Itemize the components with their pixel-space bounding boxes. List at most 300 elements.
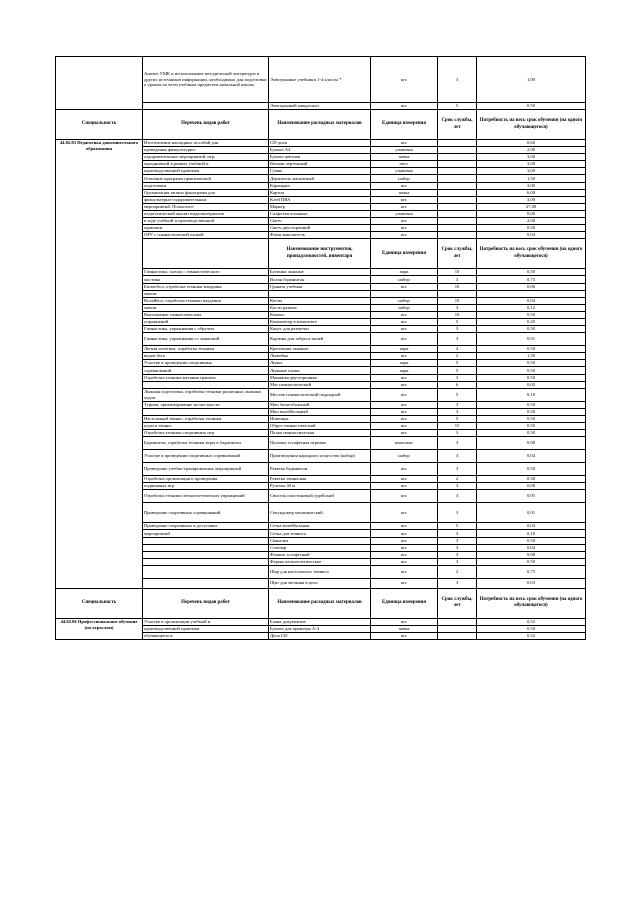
service-life-cell: 3 xyxy=(438,304,477,311)
unit-cell: пара xyxy=(371,360,438,367)
demand-cell: 3,00 xyxy=(477,196,586,203)
table-row xyxy=(56,140,586,147)
table-row xyxy=(56,57,586,103)
item-name-cell: Скотч xyxy=(269,218,371,225)
work-type-cell: мячом xyxy=(143,290,269,297)
work-type-cell: Туризм, ориентирование на местности xyxy=(143,401,269,408)
demand-cell: 8,00 xyxy=(477,210,586,217)
item-name-cell: Держатель магнитный xyxy=(269,175,371,182)
work-type-cell: педагогический анализ видеоматериалов xyxy=(143,210,269,217)
item-name-cell: Щит для метания в цель xyxy=(269,578,371,588)
work-type-cell xyxy=(143,408,269,415)
demand-cell: 0,08 xyxy=(477,551,586,558)
service-life-cell xyxy=(438,154,477,161)
work-type-cell: мероприятий. Психолого- xyxy=(143,203,269,210)
demand-cell: 0,04 xyxy=(477,450,586,463)
item-name-cell: Салфетки влажные xyxy=(269,210,371,217)
item-name-cell: Ботинки лыжные xyxy=(269,269,371,276)
demand-cell: 0,05 xyxy=(477,381,586,388)
service-life-cell: 3 xyxy=(438,551,477,558)
work-type-cell: соревнований xyxy=(143,367,269,374)
demand-cell: 3,00 xyxy=(477,161,586,168)
work-type-cell: Легкая атлетика, отработка техники xyxy=(143,346,269,353)
service-life-cell: 5 xyxy=(438,103,477,110)
unit-cell: шт. xyxy=(371,381,438,388)
service-life-cell xyxy=(438,168,477,175)
service-life-cell: 10 xyxy=(438,283,477,290)
service-life-cell: 3 xyxy=(438,430,477,437)
unit-cell: шт. xyxy=(371,415,438,422)
work-type-cell: Освоение программ практической xyxy=(143,175,269,182)
service-life-cell: 3 xyxy=(438,326,477,333)
demand-cell: 0,50 xyxy=(477,326,586,333)
service-life-cell: 5 xyxy=(438,388,477,401)
demand-cell: 2,00 xyxy=(477,147,586,154)
work-type-cell: Гимнастика, упражнения с обручем xyxy=(143,326,269,333)
work-type-cell: Отработка техники легкоатлетических упражнений xyxy=(143,490,269,503)
work-type-cell: мячом xyxy=(143,304,269,311)
unit-cell: упаковка xyxy=(371,147,438,154)
service-life-cell xyxy=(438,210,477,217)
demand-cell: 0,50 xyxy=(477,558,586,565)
column-header: Потребность на весь срок обучения (на одного обучающегося) xyxy=(477,588,586,618)
item-name-cell: Конус для разметки xyxy=(269,326,371,333)
demand-cell: 0,50 xyxy=(477,346,586,353)
work-type-cell: оздоровительных мероприятий, игр, xyxy=(143,154,269,161)
demand-cell: 3,00 xyxy=(477,168,586,175)
demand-cell: 0,20 xyxy=(477,318,586,325)
item-name-cell: Наименование инструментов, принадлежностей, инвентаря xyxy=(269,239,371,269)
service-life-cell xyxy=(438,161,477,168)
demand-cell: 1,50 xyxy=(477,175,586,182)
demand-cell: 0,75 xyxy=(477,565,586,578)
work-type-cell: Изготовление наглядных пособий для xyxy=(143,140,269,147)
item-name-cell: Корзина для заброса мячей xyxy=(269,333,371,346)
unit-cell: шт. xyxy=(371,218,438,225)
demand-cell: 0,50 xyxy=(477,401,586,408)
item-name-cell: Секундомер механический xyxy=(269,503,371,523)
service-life-cell: 5 xyxy=(438,367,477,374)
service-life-cell: 3 xyxy=(438,578,477,588)
item-name-cell: Диск CD xyxy=(269,633,371,640)
work-type-cell: подвижных игр xyxy=(143,483,269,490)
unit-cell: шт. xyxy=(371,326,438,333)
service-life-cell: 3 xyxy=(438,401,477,408)
unit-cell: упаковка xyxy=(371,210,438,217)
unit-cell: шт. xyxy=(371,463,438,476)
work-type-cell xyxy=(143,103,269,110)
item-name-cell: Произведения народного искусства (набор) xyxy=(269,450,371,463)
demand-cell: 0,50 xyxy=(477,374,586,381)
work-type-cell: подготовки xyxy=(143,182,269,189)
item-name-cell: Кости разные xyxy=(269,304,371,311)
work-type-cell xyxy=(143,537,269,544)
work-type-cell: упражнений xyxy=(143,318,269,325)
service-life-cell: 4 xyxy=(438,346,477,353)
unit-cell: шт. xyxy=(371,490,438,503)
work-type-cell: проведения физкультурно- xyxy=(143,147,269,154)
unit-cell: набор xyxy=(371,175,438,182)
work-type-cell: Участие в организации учебной и xyxy=(143,618,269,625)
unit-cell: шт. xyxy=(371,633,438,640)
item-name-cell: Клей ПВА xyxy=(269,196,371,203)
work-type-cell: Участие в проведении спортивных соревнований xyxy=(143,450,269,463)
specialty-cell: 44.02.06 Профессиональное обучение (по отраслям) xyxy=(56,618,143,639)
table-row xyxy=(56,618,586,625)
service-life-cell: 3 xyxy=(438,530,477,537)
unit-cell: шт. xyxy=(371,203,438,210)
demand-cell: 0,06 xyxy=(477,283,586,290)
item-name-cell: Степпер xyxy=(269,544,371,551)
item-name-cell: Рулетка 30 м xyxy=(269,483,371,490)
unit-cell: шт. xyxy=(371,140,438,147)
demand-cell: 0,10 xyxy=(477,530,586,537)
demand-cell: 0,08 xyxy=(477,437,586,450)
demand-cell: 0,50 xyxy=(477,537,586,544)
item-name-cell: Флеш-накопитель xyxy=(269,232,371,239)
item-name-cell: Лыжные палки xyxy=(269,367,371,374)
specialty-cell xyxy=(56,57,143,110)
unit-cell: шт. xyxy=(371,423,438,430)
demand-cell: 0,01 xyxy=(477,333,586,346)
item-name-cell: Маркер xyxy=(269,203,371,210)
demand-cell: 0,04 xyxy=(477,297,586,304)
service-life-cell xyxy=(438,189,477,196)
item-name-cell: Лыжейка xyxy=(269,353,371,360)
unit-cell: шт. xyxy=(371,558,438,565)
column-header: Срок службы, лет xyxy=(438,588,477,618)
work-type-cell: Проведение спортивных и досуговых xyxy=(143,523,269,530)
work-type-cell: Волейбол, отработка техники владения xyxy=(143,297,269,304)
demand-cell: 0,50 xyxy=(477,367,586,374)
service-life-cell: 3 xyxy=(438,450,477,463)
item-name-cell: Бумага А4 xyxy=(269,147,371,154)
demand-cell: 0,50 xyxy=(477,311,586,318)
demand-cell: 0,01 xyxy=(477,503,586,523)
work-type-cell: праздничной в рамках учебной и xyxy=(143,161,269,168)
unit-cell: шт. xyxy=(371,537,438,544)
unit-cell: комплект xyxy=(371,437,438,450)
unit-cell: шт. xyxy=(371,388,438,401)
unit-cell: пачка xyxy=(371,626,438,633)
service-life-cell: 3 xyxy=(438,437,477,450)
unit-cell: шт. xyxy=(371,333,438,346)
unit-cell: шт. xyxy=(371,408,438,415)
work-type-cell: Отработка организация и проведения xyxy=(143,476,269,483)
unit-cell: шт. xyxy=(371,318,438,325)
unit-cell: шт. xyxy=(371,476,438,483)
unit-cell: шт. xyxy=(371,353,438,360)
item-name-cell: Компьютер в комплекте xyxy=(269,318,371,325)
demand-cell: 1,50 xyxy=(477,353,586,360)
service-life-cell: 5 xyxy=(438,360,477,367)
unit-cell: пачка xyxy=(371,154,438,161)
unit-cell: шт. xyxy=(371,578,438,588)
service-life-cell xyxy=(438,147,477,154)
unit-cell: пара xyxy=(371,269,438,276)
demand-cell: Потребность на весь срок обучения (на одного обучающегося) xyxy=(477,239,586,269)
item-name-cell: Мяч волейбольный xyxy=(269,408,371,415)
work-type-cell xyxy=(143,565,269,578)
service-life-cell: 2 xyxy=(438,565,477,578)
service-life-cell xyxy=(438,140,477,147)
demand-cell: 0,04 xyxy=(477,232,586,239)
item-name-cell: Электронные учебники 1-4 классы * xyxy=(269,57,371,103)
item-name-cell: Скакалка xyxy=(269,537,371,544)
demand-cell: 0,50 xyxy=(477,430,586,437)
item-name-cell: Кеглы xyxy=(269,297,371,304)
item-name-cell: Картон xyxy=(269,189,371,196)
work-type-cell xyxy=(143,544,269,551)
unit-cell: набор xyxy=(371,276,438,283)
work-type-cell: обучающегося xyxy=(143,633,269,640)
column-header: Наименование расходных материалов xyxy=(269,588,371,618)
item-name-cell: Палочка эстафетная игровая xyxy=(269,437,371,450)
service-life-cell xyxy=(438,175,477,182)
work-type-cell: Проведение спортивных соревнований xyxy=(143,503,269,523)
item-name-cell xyxy=(269,290,371,297)
work-type-cell: в ходе учебной и производственной xyxy=(143,218,269,225)
service-life-cell: 5 xyxy=(438,318,477,325)
unit-cell: упаковка xyxy=(371,168,438,175)
work-type-cell: Выполнение гимнастических xyxy=(143,311,269,318)
demand-cell: 0,38 xyxy=(477,476,586,483)
demand-cell: 0,50 xyxy=(477,360,586,367)
service-life-cell: 3 xyxy=(438,463,477,476)
item-name-cell: Сетка волейбольная xyxy=(269,523,371,530)
service-life-cell xyxy=(438,232,477,239)
column-header: Срок службы, лет xyxy=(438,110,477,140)
unit-cell: пара xyxy=(371,346,438,353)
work-type-cell: Анализ УМК и использование методической литературы и других источников информации, необходимых для подготовки к урокам по всем учебным предметам начальной школы xyxy=(143,57,269,103)
unit-cell: шт. xyxy=(371,503,438,523)
column-header: Потребность на весь срок обучения (на одного обучающегося) xyxy=(477,110,586,140)
demand-cell: 0,60 xyxy=(477,140,586,147)
service-life-cell: 3 xyxy=(438,537,477,544)
service-life-cell xyxy=(438,218,477,225)
demand-cell: 2,00 xyxy=(477,218,586,225)
demand-cell: 0,04 xyxy=(477,523,586,530)
demand-cell: 0,50 xyxy=(477,269,586,276)
work-type-cell: Гимнастика, скачок с гимнастического xyxy=(143,269,269,276)
work-type-cell: ОРУ с гимнастической палкой xyxy=(143,232,269,239)
item-name-cell: Мяч баскетбольный xyxy=(269,401,371,408)
service-life-cell: 3 xyxy=(438,374,477,381)
service-life-cell xyxy=(438,290,477,297)
table-header-row xyxy=(56,588,586,618)
service-life-cell: 3 xyxy=(438,57,477,103)
service-life-cell xyxy=(438,196,477,203)
item-name-cell: Палка гимнастическая xyxy=(269,430,371,437)
work-type-cell: Настольный теннис, отработка техники xyxy=(143,415,269,422)
column-header: Единица измерения xyxy=(371,588,438,618)
item-name-cell: Фермы легкоатлетические xyxy=(269,558,371,565)
work-type-cell: игры в теннис xyxy=(143,423,269,430)
item-name-cell: Гуашь xyxy=(269,168,371,175)
demand-cell: 0,50 xyxy=(477,103,586,110)
demand-cell: 0,05 xyxy=(477,490,586,503)
demand-cell xyxy=(477,290,586,297)
unit-cell: набор xyxy=(371,304,438,311)
materials-table xyxy=(55,56,586,640)
demand-cell: 1,00 xyxy=(477,57,586,103)
unit-cell xyxy=(371,290,438,297)
demand-cell: 0,52 xyxy=(477,618,586,625)
service-life-cell xyxy=(438,626,477,633)
unit-cell: набор xyxy=(371,450,438,463)
item-name-cell: Бумага для принтера А-4 xyxy=(269,626,371,633)
unit-cell: Единица измерения xyxy=(371,239,438,269)
item-name-cell: Флажок эстафетный xyxy=(269,551,371,558)
item-name-cell: Мат гимнастический xyxy=(269,381,371,388)
unit-cell: шт. xyxy=(371,182,438,189)
unit-cell: шт. xyxy=(371,544,438,551)
item-name-cell: Обруч гимнастический xyxy=(269,423,371,430)
unit-cell: шт. xyxy=(371,530,438,537)
item-name-cell: Свисток пластиковый судейский xyxy=(269,490,371,503)
unit-cell: пачка xyxy=(371,189,438,196)
demand-cell: 0,50 xyxy=(477,408,586,415)
service-life-cell: 3 xyxy=(438,558,477,565)
item-name-cell: Карандаш xyxy=(269,182,371,189)
item-name-cell: Сетка для тенниса xyxy=(269,530,371,537)
demand-cell: 0,50 xyxy=(477,463,586,476)
work-type-cell: Отработка техники спортивных игр xyxy=(143,430,269,437)
unit-cell: шт. xyxy=(371,311,438,318)
service-life-cell: 10 xyxy=(438,311,477,318)
work-type-cell xyxy=(143,381,269,388)
column-header: Специальность xyxy=(56,588,143,618)
service-life-cell xyxy=(438,225,477,232)
work-type-cell: мостика xyxy=(143,276,269,283)
unit-cell: шт. xyxy=(371,483,438,490)
demand-cell: 0,50 xyxy=(477,225,586,232)
unit-cell: шт. xyxy=(371,196,438,203)
service-life-cell: 3 xyxy=(438,544,477,551)
service-life-cell: 5 xyxy=(438,523,477,530)
demand-cell: 0,75 xyxy=(477,276,586,283)
item-name-cell: Шар для настольного тенниса xyxy=(269,565,371,578)
item-name-cell: Номенцы xyxy=(269,415,371,422)
work-type-cell: Лыжная подготовка, отработка техники различных лыжных ходов xyxy=(143,388,269,401)
demand-cell: 0,08 xyxy=(477,483,586,490)
unit-cell: шт. xyxy=(371,618,438,625)
demand-cell: 3,00 xyxy=(477,154,586,161)
work-type-cell: Организация записи фонограмм для xyxy=(143,189,269,196)
work-type-cell: Бадминтон, отработка техники игры в бадминтон xyxy=(143,437,269,450)
column-header: Единица измерения xyxy=(371,110,438,140)
item-name-cell: Бумага цветная xyxy=(269,154,371,161)
unit-cell: шт. xyxy=(371,430,438,437)
work-type-cell xyxy=(143,578,269,588)
work-type-cell xyxy=(143,239,269,269)
demand-cell: 0,03 xyxy=(477,578,586,588)
work-type-cell: Отработка техники метания гранаты xyxy=(143,374,269,381)
demand-cell: 27,00 xyxy=(477,203,586,210)
work-type-cell: Баскетбол, отработка техники владения xyxy=(143,283,269,290)
item-name-cell: Граната учебная xyxy=(269,283,371,290)
item-name-cell: Ракетка бадминтон xyxy=(269,463,371,476)
item-name-cell: CD-диск xyxy=(269,140,371,147)
service-life-cell: 3 xyxy=(438,483,477,490)
service-life-cell: 3 xyxy=(438,276,477,283)
service-life-cell: 6 xyxy=(438,381,477,388)
item-name-cell: Лыжи xyxy=(269,360,371,367)
service-life-cell xyxy=(438,203,477,210)
unit-cell: шт. xyxy=(371,57,438,103)
specialty-cell: 44.02.03 Педагогика дополнительного образования xyxy=(56,140,143,589)
work-type-cell: производственной практики xyxy=(143,626,269,633)
work-type-cell xyxy=(143,551,269,558)
work-type-cell: Проведение учебно-тренировочных мероприятий xyxy=(143,463,269,476)
service-life-cell: 3 xyxy=(438,333,477,346)
materials-table-body xyxy=(56,57,586,640)
service-life-cell: 10 xyxy=(438,297,477,304)
column-header: Перечень видов работ xyxy=(143,110,269,140)
service-life-cell: 3 xyxy=(438,503,477,523)
unit-cell: шт. xyxy=(371,374,438,381)
demand-cell: 0,12 xyxy=(477,304,586,311)
unit-cell: набор xyxy=(371,297,438,304)
column-header: Перечень видов работ xyxy=(143,588,269,618)
work-type-cell: видов бега xyxy=(143,353,269,360)
unit-cell: шт. xyxy=(371,523,438,530)
unit-cell: шт. xyxy=(371,283,438,290)
column-header: Специальность xyxy=(56,110,143,140)
service-life-cell xyxy=(438,182,477,189)
demand-cell: 6,00 xyxy=(477,189,586,196)
work-type-cell: Участие в проведении спортивных xyxy=(143,360,269,367)
unit-cell: шт. xyxy=(371,103,438,110)
unit-cell: шт. xyxy=(371,401,438,408)
service-life-cell xyxy=(438,618,477,625)
service-life-cell: 2 xyxy=(438,353,477,360)
unit-cell: пара xyxy=(371,367,438,374)
demand-cell: 0,04 xyxy=(477,544,586,551)
service-life-cell xyxy=(438,633,477,640)
item-name-cell: Бланк документов xyxy=(269,618,371,625)
demand-cell: 3,00 xyxy=(477,182,586,189)
work-type-cell: Гимнастика, упражнения со скакалкой xyxy=(143,333,269,346)
unit-cell: шт. xyxy=(371,225,438,232)
service-life-cell: 10 xyxy=(438,269,477,276)
service-life-cell: 3 xyxy=(438,408,477,415)
service-life-cell: Срок службы, лет xyxy=(438,239,477,269)
demand-cell: 0,50 xyxy=(477,423,586,430)
item-name-cell: Ракетка теннисная xyxy=(269,476,371,483)
demand-cell: 0,50 xyxy=(477,415,586,422)
item-name-cell: Мостик гимнастический подкидной xyxy=(269,388,371,401)
work-type-cell: мероприятий xyxy=(143,530,269,537)
unit-cell: лист. xyxy=(371,161,438,168)
item-name-cell: Компас xyxy=(269,311,371,318)
unit-cell: шт. xyxy=(371,551,438,558)
table-header-row xyxy=(56,110,586,140)
demand-cell: 0,32 xyxy=(477,633,586,640)
unit-cell: шт. xyxy=(371,232,438,239)
work-type-cell: практики xyxy=(143,225,269,232)
column-header: Наименование расходных материалов xyxy=(269,110,371,140)
work-type-cell xyxy=(143,558,269,565)
item-name-cell: Скотч двусторонний xyxy=(269,225,371,232)
demand-cell: 0,10 xyxy=(477,388,586,401)
service-life-cell: 15 xyxy=(438,423,477,430)
work-type-cell: производственной практики xyxy=(143,168,269,175)
work-type-cell: физкультурно-оздоровительных xyxy=(143,196,269,203)
demand-cell: 0,50 xyxy=(477,626,586,633)
item-name-cell: Электронный микроскоп xyxy=(269,103,371,110)
item-name-cell: Ватман чертежный xyxy=(269,161,371,168)
